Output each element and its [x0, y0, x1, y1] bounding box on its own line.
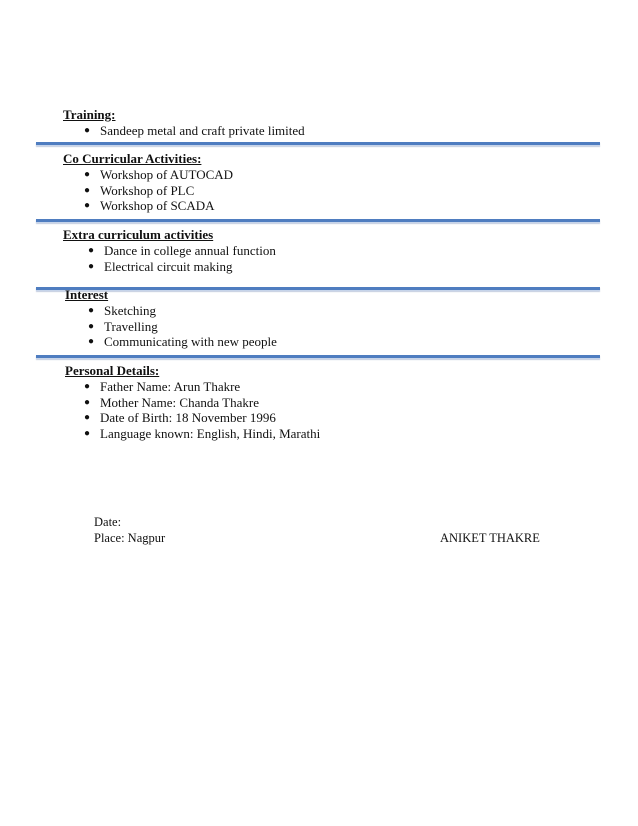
list-item: ● Dance in college annual function	[88, 243, 276, 258]
list-item: ● Travelling	[88, 318, 158, 334]
section-divider	[36, 142, 600, 146]
bullet-icon: ●	[84, 427, 91, 439]
bullet-icon: ●	[84, 412, 91, 423]
list-item: ● Father Name: Arun Thakre	[84, 379, 241, 394]
signature-name: ANIKET THAKRE	[440, 530, 540, 545]
co-curricular-heading: Co Curricular Activities:	[63, 151, 202, 166]
training-list	[63, 123, 603, 139]
list-item: ● Mother Name: Chanda Thakre	[84, 394, 259, 410]
list-item: ● Workshop of PLC	[84, 182, 195, 198]
signoff-block	[94, 515, 544, 546]
training-section	[63, 107, 603, 139]
bullet-icon: ●	[84, 200, 91, 211]
bullet-icon: ●	[84, 184, 91, 196]
date-label: Date:	[94, 515, 122, 529]
list-item: ● Sandeep metal and craft private limited	[84, 123, 305, 138]
list-item: ● Electrical circuit making	[88, 258, 233, 274]
bullet-icon: ●	[88, 245, 95, 256]
extra-curriculum-section	[63, 227, 603, 274]
bullet-icon: ●	[84, 396, 91, 408]
list-item: ● Workshop of SCADA	[84, 198, 215, 213]
bullet-icon: ●	[88, 320, 95, 332]
list-item: ● Language known: English, Hindi, Marathi	[84, 425, 321, 441]
personal-details-heading: Personal Details:	[65, 363, 160, 378]
section-divider	[36, 219, 600, 223]
list-item: ● Date of Birth: 18 November 1996	[84, 410, 276, 425]
place-label: Place: Nagpur	[94, 530, 166, 545]
interest-list	[65, 303, 605, 350]
co-curricular-list	[63, 167, 603, 214]
bullet-icon: ●	[84, 125, 91, 136]
bullet-icon: ●	[84, 381, 91, 392]
list-item: ● Workshop of AUTOCAD	[84, 167, 234, 182]
training-heading: Training:	[63, 107, 116, 122]
co-curricular-section	[63, 151, 603, 214]
date-row	[94, 515, 544, 531]
extra-curriculum-list	[63, 243, 603, 274]
extra-curriculum-heading: Extra curriculum activities	[63, 227, 214, 242]
place-row	[94, 531, 544, 547]
interest-heading: Interest	[65, 287, 109, 302]
section-divider	[36, 355, 600, 359]
list-item: ● Communicating with new people	[88, 334, 277, 349]
bullet-icon: ●	[88, 305, 95, 316]
bullet-icon: ●	[88, 260, 95, 272]
personal-details-list	[63, 379, 605, 441]
interest-section	[65, 287, 605, 350]
bullet-icon: ●	[88, 336, 95, 347]
bullet-icon: ●	[84, 169, 91, 180]
list-item: ● Sketching	[88, 303, 156, 318]
personal-details-section	[65, 363, 605, 441]
